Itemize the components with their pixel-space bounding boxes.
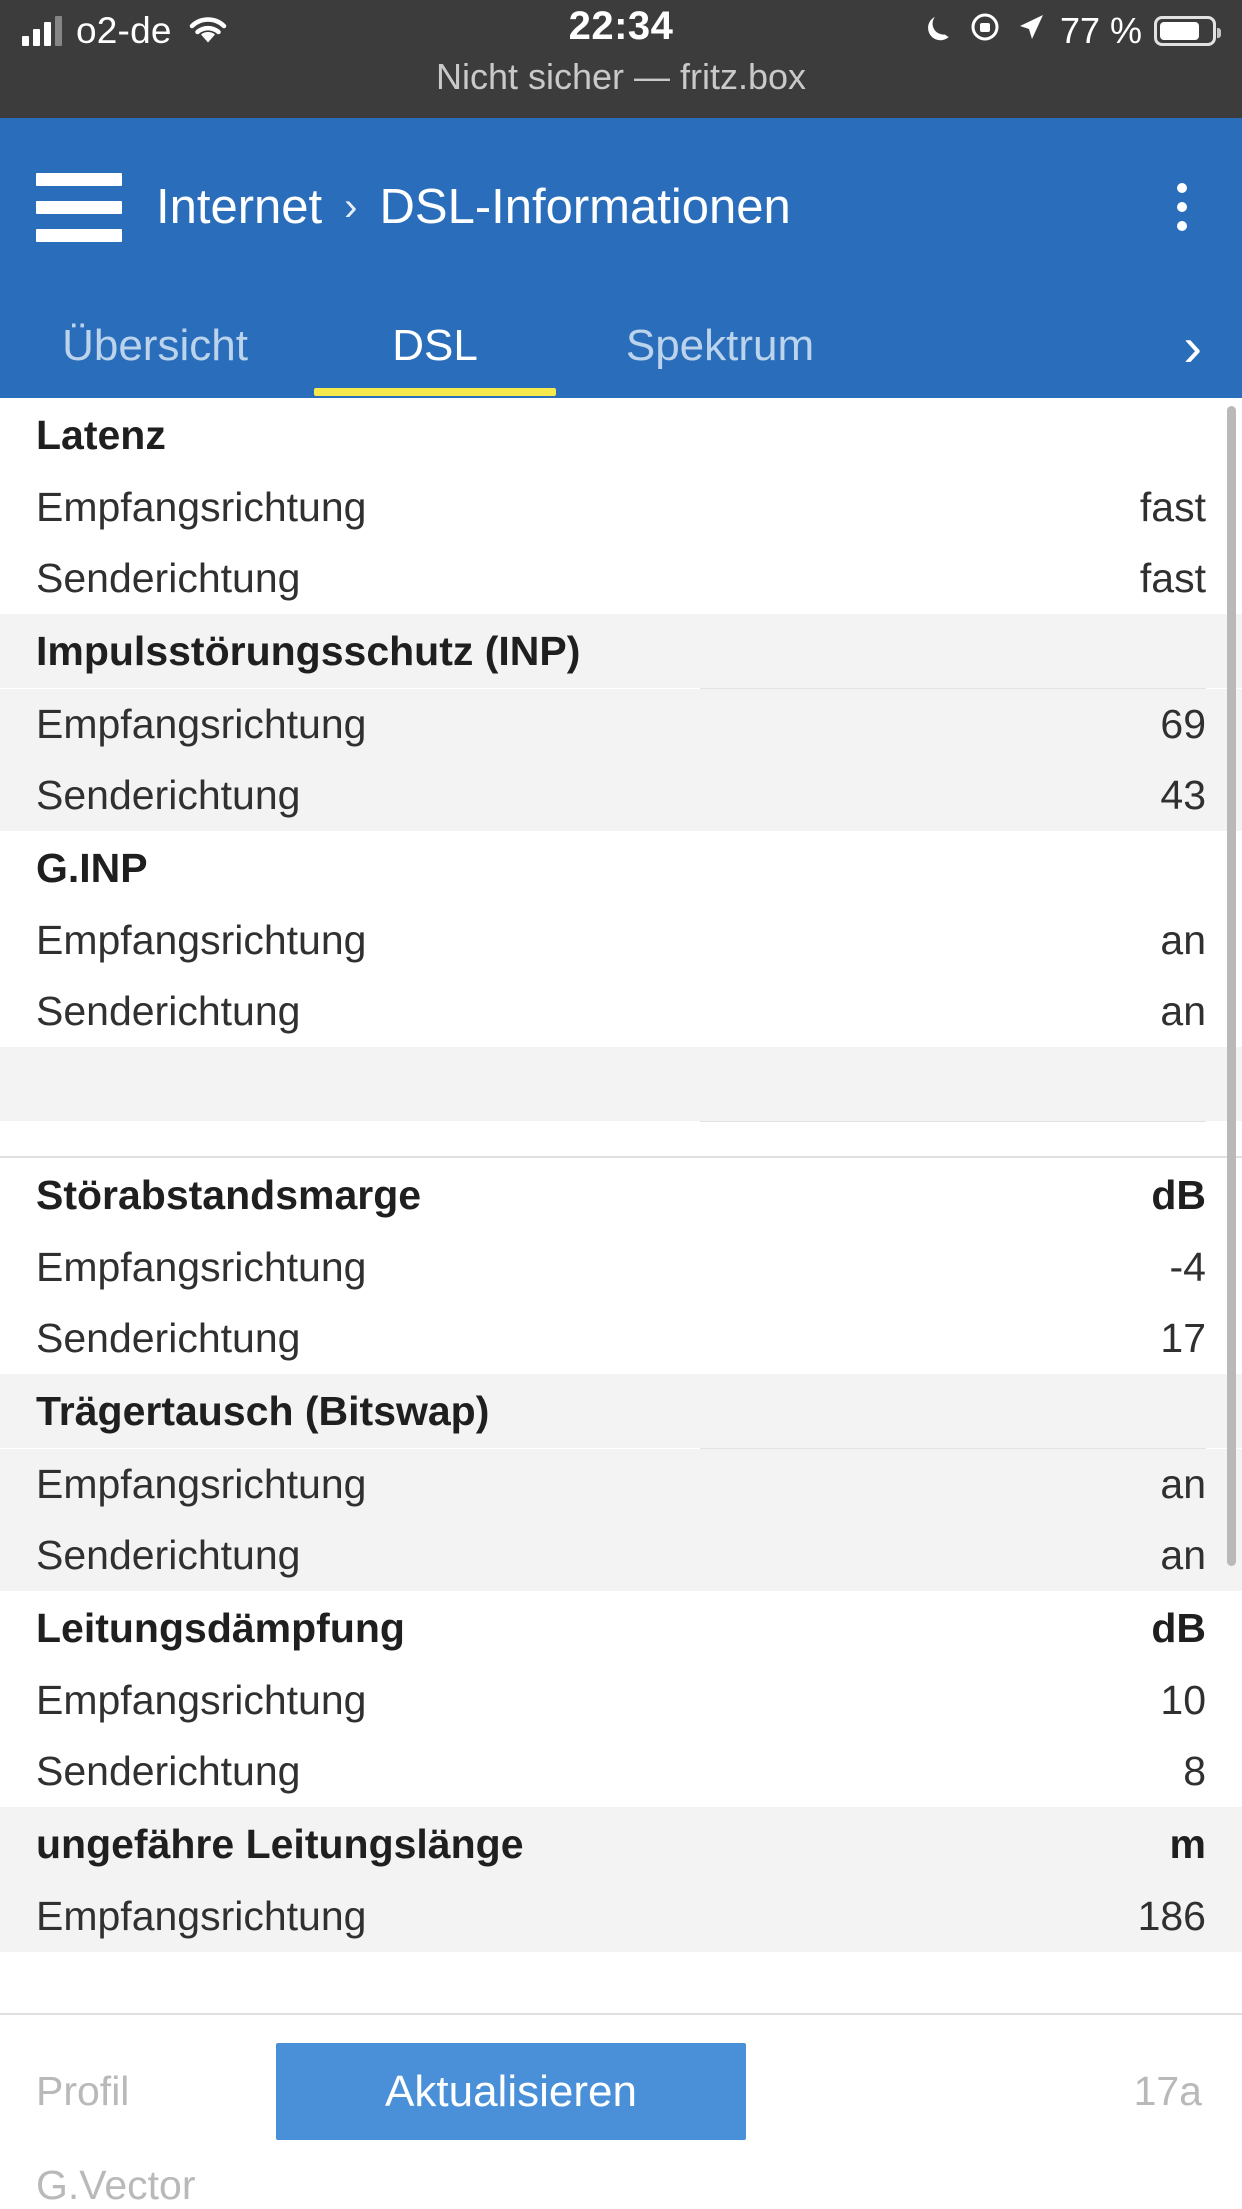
section-title: Trägertausch (Bitswap) [36, 1387, 490, 1434]
row-label: Senderichtung [36, 772, 301, 818]
ios-status-bar [0, 0, 1242, 118]
table-section-header [0, 614, 1242, 688]
row-value: 10 [1160, 1677, 1206, 1723]
section-unit: dB [1151, 1171, 1206, 1218]
row-label: Senderichtung [36, 1748, 301, 1794]
table-row [0, 976, 1242, 1047]
tab-uebersicht[interactable] [10, 296, 300, 396]
row-label: Empfangsrichtung [36, 484, 367, 530]
app-header [0, 118, 1242, 398]
dsl-info-content [0, 398, 1242, 2208]
row-label: Empfangsrichtung [36, 701, 367, 747]
tab-overflow-chevron-icon[interactable]: › [1183, 314, 1202, 378]
hamburger-menu-icon[interactable] [36, 173, 122, 242]
profil-label: Profil [36, 2068, 130, 2114]
row-value: fast [1139, 484, 1206, 530]
section-gap [0, 1122, 1242, 1156]
dsl-table-scroll-area[interactable] [0, 398, 1242, 2013]
table-row [0, 1881, 1242, 1952]
row-label: Senderichtung [36, 1315, 301, 1361]
battery-icon [1154, 16, 1216, 46]
row-value: an [1160, 917, 1206, 963]
table-row [0, 1520, 1242, 1591]
row-label: Senderichtung [36, 988, 301, 1034]
tab-dsl[interactable] [300, 296, 570, 396]
battery-percent-label: 77 % [1059, 10, 1142, 51]
table-row [0, 1449, 1242, 1520]
tab-bar [0, 296, 1242, 396]
table-row [0, 1232, 1242, 1303]
breadcrumb [156, 179, 791, 235]
row-value: an [1160, 1461, 1206, 1507]
row-label: Senderichtung [36, 1532, 301, 1578]
tab-spektrum-label: Spektrum [625, 321, 815, 370]
section-gap [0, 1952, 1242, 1986]
row-value: an [1160, 988, 1206, 1034]
table-row [0, 1303, 1242, 1374]
section-title: Latenz [36, 411, 166, 458]
table-section-header [0, 398, 1242, 472]
table-row [0, 760, 1242, 831]
section-title: Leitungsdämpfung [36, 1604, 405, 1651]
row-label: Empfangsrichtung [36, 1893, 367, 1939]
row-label: Senderichtung [36, 555, 301, 601]
clock-label: 22:34 [568, 4, 674, 48]
chevron-right-icon: › [344, 184, 358, 229]
row-label: Empfangsrichtung [36, 1244, 367, 1290]
table-row [0, 1665, 1242, 1736]
table-section-header [0, 831, 1242, 905]
row-value: 17 [1160, 1315, 1206, 1361]
carrier-label: o2-de [76, 10, 172, 51]
bottom-action-bar [0, 2013, 1242, 2208]
section-title: G.INP [36, 844, 148, 891]
section-unit: m [1169, 1820, 1206, 1867]
table-section-header [0, 1807, 1242, 1881]
row-value: 8 [1183, 1748, 1206, 1794]
vertical-scrollbar[interactable] [1227, 406, 1236, 1566]
next-row-clipped-label: G.Vector [36, 2162, 196, 2208]
section-title: Impulsstörungsschutz (INP) [36, 627, 581, 674]
breadcrumb-root[interactable]: Internet [156, 180, 323, 234]
row-value: 43 [1160, 772, 1206, 818]
table-section-header [0, 1374, 1242, 1448]
row-label: Empfangsrichtung [36, 1461, 367, 1507]
row-value: 186 [1137, 1893, 1206, 1939]
table-section-header [0, 1591, 1242, 1665]
tab-uebersicht-label: Übersicht [62, 321, 248, 370]
tab-spektrum[interactable] [570, 296, 870, 396]
table-spacer-row [0, 1047, 1242, 1121]
profil-value: 17a [1133, 2068, 1202, 2114]
row-value: 69 [1160, 701, 1206, 747]
tab-dsl-label: DSL [392, 321, 478, 370]
row-label: Empfangsrichtung [36, 1677, 367, 1723]
row-value: an [1160, 1532, 1206, 1578]
refresh-button[interactable]: Aktualisieren [276, 2043, 746, 2140]
section-title: ungefähre Leitungslänge [36, 1820, 524, 1867]
table-section-header [0, 1158, 1242, 1232]
section-unit: dB [1151, 1604, 1206, 1651]
table-row [0, 1736, 1242, 1807]
table-row [0, 543, 1242, 614]
row-value: -4 [1169, 1244, 1206, 1290]
table-row [0, 905, 1242, 976]
section-title: Störabstandsmarge [36, 1171, 422, 1218]
row-label: Empfangsrichtung [36, 917, 367, 963]
kebab-menu-icon[interactable] [1162, 183, 1202, 231]
table-row [0, 472, 1242, 543]
row-value: fast [1139, 555, 1206, 601]
page-title: DSL-Informationen [379, 180, 791, 234]
table-row [0, 689, 1242, 760]
page-security-subtitle: Nicht sicher — fritz.box [435, 56, 807, 97]
